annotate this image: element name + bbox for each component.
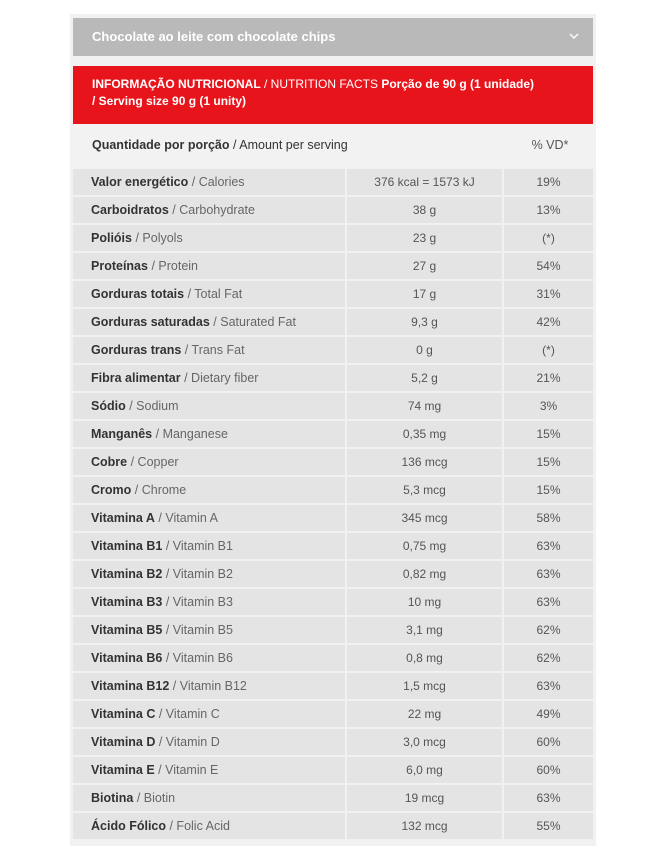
nutrient-value: 19 mcg	[347, 785, 502, 811]
nutrient-vd: 54%	[504, 253, 593, 279]
nutrient-name	[73, 393, 345, 419]
nutrient-value: 0,82 mg	[347, 561, 502, 587]
nutrient-name-en: / Dietary fiber	[184, 371, 259, 385]
nutrient-value: 5,3 mcg	[347, 477, 502, 503]
nutrient-name-pt: Vitamina E	[91, 763, 155, 777]
nutrient-name-en: / Vitamin C	[158, 707, 220, 721]
nutrient-name	[73, 701, 345, 727]
nutrient-name-en: / Vitamin B2	[165, 567, 233, 581]
nutrient-name	[73, 421, 345, 447]
nutrient-vd: 60%	[504, 729, 593, 755]
nutrient-value: 0,35 mg	[347, 421, 502, 447]
nutrient-name-en: / Calories	[191, 175, 245, 189]
nutrient-name-pt: Gorduras totais	[91, 287, 185, 301]
nutrient-vd: 63%	[504, 533, 593, 559]
table-row	[73, 505, 593, 531]
nutrient-name-pt: Fibra alimentar	[91, 371, 181, 385]
nutrient-name-pt: Vitamina D	[91, 735, 156, 749]
nutrient-name	[73, 645, 345, 671]
nutrient-name	[73, 785, 345, 811]
nutrient-value: 38 g	[347, 197, 502, 223]
nutrient-value: 1,5 mcg	[347, 673, 502, 699]
nutrient-value: 0,8 mg	[347, 645, 502, 671]
nutrient-name-en: / Copper	[130, 455, 179, 469]
nutrient-name	[73, 337, 345, 363]
nutrient-vd: 15%	[504, 449, 593, 475]
nutrient-name-pt: Vitamina B1	[91, 539, 163, 553]
nutrient-value: 27 g	[347, 253, 502, 279]
nutrient-value: 9,3 g	[347, 309, 502, 335]
table-row	[73, 253, 593, 279]
nutrient-name-en: / Biotin	[136, 791, 176, 805]
nutrient-name-en: / Vitamin B3	[165, 595, 233, 609]
nutrient-vd: 15%	[504, 421, 593, 447]
nutrient-name-pt: Cromo	[91, 483, 132, 497]
nutrient-name	[73, 197, 345, 223]
nutrient-name-en: / Polyols	[135, 231, 183, 245]
nutrient-name	[73, 533, 345, 559]
nutrient-vd: 19%	[504, 169, 593, 195]
nutrient-vd: 15%	[504, 477, 593, 503]
table-row	[73, 617, 593, 643]
nutrient-vd: 58%	[504, 505, 593, 531]
nutrient-vd: 62%	[504, 617, 593, 643]
nutrient-name-en: / Vitamin B5	[165, 623, 233, 637]
table-row	[73, 729, 593, 755]
amount-per-serving-row	[73, 124, 593, 167]
chevron-down-icon[interactable]	[567, 18, 581, 56]
nutrient-name-pt: Ácido Fólico	[91, 819, 166, 833]
table-row	[73, 421, 593, 447]
nutrient-vd: 62%	[504, 645, 593, 671]
table-row	[73, 561, 593, 587]
nutrient-name-pt: Gorduras trans	[91, 343, 182, 357]
nutrient-vd: 63%	[504, 673, 593, 699]
amount-label-pt: Quantidade por porção	[92, 138, 230, 152]
table-row	[73, 393, 593, 419]
nutrient-vd: 55%	[504, 813, 593, 839]
nutrient-value: 23 g	[347, 225, 502, 251]
table-row	[73, 533, 593, 559]
table-row	[73, 309, 593, 335]
title-pt: INFORMAÇÃO NUTRICIONAL	[92, 77, 261, 91]
table-row	[73, 813, 593, 839]
nutrient-vd: 63%	[504, 785, 593, 811]
vd-header: % VD*	[531, 138, 569, 152]
table-row	[73, 281, 593, 307]
table-row	[73, 757, 593, 783]
nutrient-value: 3,1 mg	[347, 617, 502, 643]
nutrient-name	[73, 169, 345, 195]
nutrient-name	[73, 225, 345, 251]
nutrient-name	[73, 617, 345, 643]
nutrient-vd: 21%	[504, 365, 593, 391]
nutrient-name-en: / Vitamin E	[158, 763, 219, 777]
nutrition-panel	[70, 14, 596, 846]
nutrient-value: 136 mcg	[347, 449, 502, 475]
serving-en: / Serving size 90 g (1 unity)	[92, 94, 247, 108]
nutrient-value: 10 mg	[347, 589, 502, 615]
nutrient-value: 17 g	[347, 281, 502, 307]
nutrient-vd: (*)	[504, 225, 593, 251]
table-row	[73, 169, 593, 195]
nutrient-name-pt: Vitamina A	[91, 511, 155, 525]
nutrient-name-pt: Cobre	[91, 455, 128, 469]
nutrient-name-pt: Vitamina B12	[91, 679, 170, 693]
nutrient-name-pt: Polióis	[91, 231, 132, 245]
nutrient-vd: 49%	[504, 701, 593, 727]
nutrient-value: 376 kcal = 1573 kJ	[347, 169, 502, 195]
title-en: / NUTRITION FACTS	[264, 77, 378, 91]
table-row	[73, 645, 593, 671]
nutrient-name-en: / Saturated Fat	[213, 315, 296, 329]
nutrient-name	[73, 673, 345, 699]
nutrient-value: 3,0 mcg	[347, 729, 502, 755]
nutrient-name-en: / Sodium	[129, 399, 179, 413]
nutrient-name-pt: Proteínas	[91, 259, 148, 273]
nutrient-name	[73, 449, 345, 475]
nutrient-vd: 42%	[504, 309, 593, 335]
table-row	[73, 449, 593, 475]
nutrient-name-pt: Vitamina B6	[91, 651, 163, 665]
nutrient-name-en: / Vitamin D	[158, 735, 220, 749]
table-row	[73, 589, 593, 615]
nutrient-vd: 31%	[504, 281, 593, 307]
nutrient-name-pt: Vitamina C	[91, 707, 156, 721]
nutrient-name-pt: Biotina	[91, 791, 134, 805]
nutrient-name-en: / Vitamin B6	[165, 651, 233, 665]
nutrient-name-en: / Chrome	[134, 483, 187, 497]
nutrient-name	[73, 309, 345, 335]
table-row	[73, 477, 593, 503]
nutrient-name-en: / Vitamin B12	[172, 679, 247, 693]
nutrient-name-pt: Valor energético	[91, 175, 189, 189]
nutrient-value: 5,2 g	[347, 365, 502, 391]
nutrient-name	[73, 561, 345, 587]
nutrition-table	[73, 169, 593, 841]
nutrient-name	[73, 757, 345, 783]
nutrient-name-pt: Carboidratos	[91, 203, 169, 217]
table-row	[73, 225, 593, 251]
nutrient-value: 6,0 mg	[347, 757, 502, 783]
amount-label	[92, 124, 348, 167]
table-row	[73, 785, 593, 811]
nutrient-name-en: / Carbohydrate	[172, 203, 255, 217]
nutrient-vd: 60%	[504, 757, 593, 783]
nutrient-name-pt: Vitamina B5	[91, 623, 163, 637]
nutrient-name-pt: Vitamina B2	[91, 567, 163, 581]
nutrient-name-en: / Protein	[151, 259, 199, 273]
nutrient-name-pt: Vitamina B3	[91, 595, 163, 609]
product-accordion-header[interactable]	[73, 18, 593, 56]
nutrient-value: 0 g	[347, 337, 502, 363]
nutrient-value: 345 mcg	[347, 505, 502, 531]
table-row	[73, 673, 593, 699]
nutrient-name	[73, 253, 345, 279]
nutrient-name-en: / Folic Acid	[169, 819, 230, 833]
nutrient-name-pt: Gorduras saturadas	[91, 315, 210, 329]
nutrient-name	[73, 365, 345, 391]
nutrient-name	[73, 281, 345, 307]
table-row	[73, 337, 593, 363]
serving-pt: Porção de 90 g (1 unidade)	[381, 77, 535, 91]
nutrient-name	[73, 589, 345, 615]
table-row	[73, 197, 593, 223]
nutrient-name-en: / Vitamin A	[158, 511, 218, 525]
nutrient-vd: 63%	[504, 561, 593, 587]
nutrient-name	[73, 477, 345, 503]
nutrient-name-en: / Manganese	[155, 427, 228, 441]
nutrient-name	[73, 813, 345, 839]
nutrient-vd: 3%	[504, 393, 593, 419]
nutrient-name-pt: Manganês	[91, 427, 153, 441]
amount-label-en: / Amount per serving	[233, 138, 348, 152]
nutrient-vd: 63%	[504, 589, 593, 615]
table-row	[73, 365, 593, 391]
nutrient-name-pt: Sódio	[91, 399, 126, 413]
nutrient-name-en: / Total Fat	[187, 287, 243, 301]
nutrient-value: 22 mg	[347, 701, 502, 727]
nutrient-value: 132 mcg	[347, 813, 502, 839]
accordion-title: Chocolate ao leite com chocolate chips	[92, 29, 336, 44]
nutrient-name	[73, 729, 345, 755]
nutrient-value: 0,75 mg	[347, 533, 502, 559]
nutrient-vd: 13%	[504, 197, 593, 223]
nutrient-name	[73, 505, 345, 531]
nutrient-name-en: / Trans Fat	[184, 343, 245, 357]
table-row	[73, 701, 593, 727]
nutrient-name-en: / Vitamin B1	[165, 539, 233, 553]
nutrient-vd: (*)	[504, 337, 593, 363]
nutrition-facts-header	[73, 66, 593, 124]
nutrient-value: 74 mg	[347, 393, 502, 419]
